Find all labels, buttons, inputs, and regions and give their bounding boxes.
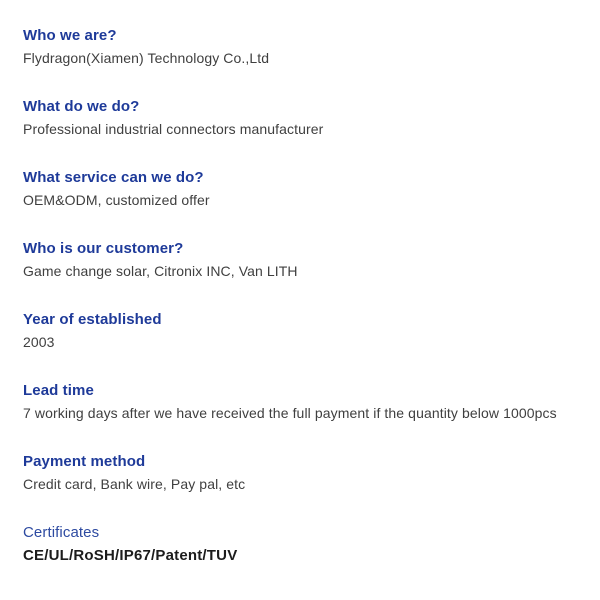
answer-certificates: CE/UL/RoSH/IP67/Patent/TUV xyxy=(23,547,238,564)
answer-customers: Game change solar, Citronix INC, Van LITH xyxy=(23,263,298,279)
answer-year-established: 2003 xyxy=(23,334,55,350)
answer-lead-time: 7 working days after we have received the full payment if the quantity below 1000pcs xyxy=(23,405,557,421)
qa-section-customer xyxy=(23,239,580,281)
qa-section-who-we-are xyxy=(23,26,580,68)
question-certificates: Certificates xyxy=(23,524,100,541)
question-what-we-do: What do we do? xyxy=(23,98,140,115)
qa-section-payment-method xyxy=(23,452,580,494)
question-lead-time: Lead time xyxy=(23,382,94,399)
question-customer: Who is our customer? xyxy=(23,240,184,257)
answer-payment-method: Credit card, Bank wire, Pay pal, etc xyxy=(23,476,246,492)
question-payment-method: Payment method xyxy=(23,453,146,470)
answer-service: OEM&ODM, customized offer xyxy=(23,192,210,208)
qa-section-service xyxy=(23,168,580,210)
qa-section-what-we-do xyxy=(23,97,580,139)
qa-section-year-established xyxy=(23,310,580,352)
question-service: What service can we do? xyxy=(23,169,204,186)
answer-business-type: Professional industrial connectors manufacturer xyxy=(23,121,324,137)
qa-section-certificates xyxy=(23,523,580,565)
question-year-established: Year of established xyxy=(23,311,162,328)
question-who-we-are: Who we are? xyxy=(23,27,117,44)
answer-company-name: Flydragon(Xiamen) Technology Co.,Ltd xyxy=(23,50,270,66)
qa-section-lead-time xyxy=(23,381,580,423)
